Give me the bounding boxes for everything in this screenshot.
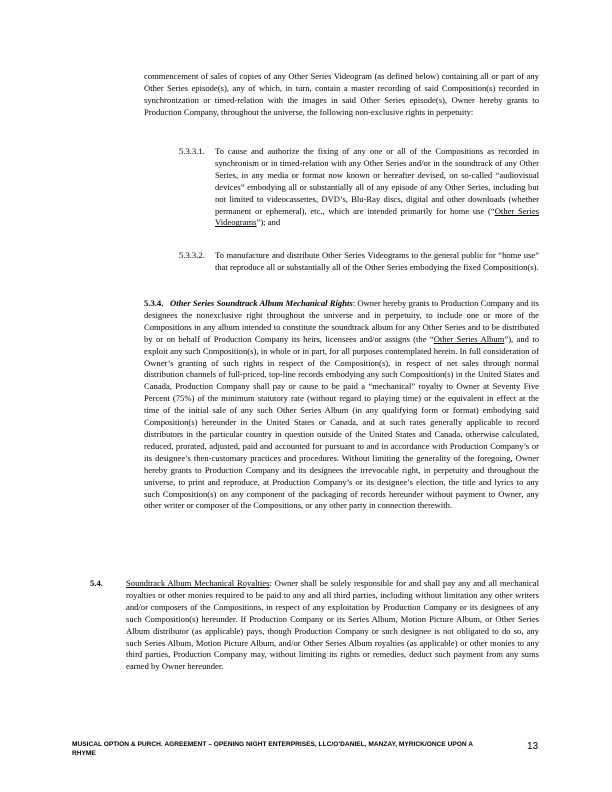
clause-number: 5.3.3.2. [179,250,205,260]
section-heading: Soundtrack Album Mechanical Royalties [126,578,270,588]
clause-tail: ”); and [256,217,281,228]
clause-5-3-3-1 [179,146,539,256]
clause-text: To manufacture and distribute Other Series Videograms to the general public for “home use” that reproduce all or substantially all of the Other Series embodying the fixed Composition(s). [215,250,539,272]
section-5-3-4 [144,298,539,512]
clause-body: To cause and authorize the fixing of any one or all of the Compositions as recorded in synchronism or in timed-relation with any Other Series and/or in the soundtrack of any Other Series, in any media or format now known or hereafter devised, on so-called “audiovisual devices” embodying all or substantially all of any episode of any Other Series, including but not limited to videocassettes, DVD’s, Blu-Ray discs, digital and other downloads (whether permanent or ephemeral), etc., which are intended primarily for home use (“ [215,146,539,216]
section-heading: Other Series Soundtrack Album Mechanical Rights [170,298,353,308]
section-text-1: : Owner hereby grants to Production Company and its designees the nonexclusive right throughout the universe and in perpetuity, to include one or more of the Compositions in any album intended to constitute the soundtrack album for any Other Series and to be distributed by or on behalf of Production Company its heirs, licensees and/or assigns (the “ [144,298,539,344]
section-number: 5.4. [90,578,103,588]
clause-5-3-3-2 [179,250,539,290]
page-number: 13 [527,741,539,752]
section-text-2: ”), and to exploit any such Composition(s), in whole or in part, for all purposes contemplated herein. In full consideration of Owner’s granting of such rights in respect of the Composition(s), in respect of net sales through normal distribution channels of full-priced, top-line records embodying any such Composition(s) in the United States and Canada, Production Company shall pay or cause to be paid a “mechanical” royalty to Owner at Seventy Five Percent (75%) of the minimum statutory rate (without regard to playing time) or the equivalent in effect at the time of the initial sale of any such Other Series Album (in any qualifying form or format) embodying said Composition(s) hereunder in the United States or Canada, and at such rates generally applicable to record distributors in the particular country in question outside of the United States and Canada, otherwise calculated, reduced, prorated, adjusted, paid and accounted for pursuant to and in accordance with Production Company’s or its designee’s then-customary practices and procedures. Without limiting the generality of the foregoing, Owner hereby grants to Production Company and its designees the irrevocable right, in perpetuity and throughout the universe, to print and reproduce, at Production Company’s or its designee’s election, the title and lyrics to any such Composition(s) on any component of the packaging of records hereunder without payment to Owner, any other writer or composer of the Compositions, or any other party in connection therewith. [144,333,540,511]
section-text [126,578,539,673]
section-body: : Owner shall be solely responsible for and shall pay any and all mechanical royalties or other monies required to be paid to any and all third parties, including without limitation any other writers and/or composers of the Compositions, in respect of any exploitation by Production Company or its designees of any such Composition(s) hereunder. If Production Company or its Series Album, Motion Picture Album, or Other Series Album distributor (as applicable) pays, though Production Company or such designee is not obligated to do so, any such Series Album, Motion Picture Album, and/or Other Series Album royalties (as applicable) or other monies to any third parties, Production Company may, without limiting its rights or remedies, deduct such payment from any sums earned by Owner hereunder. [126,578,540,672]
defined-term: Other Series Album [433,333,505,344]
section-number: 5.3.4. [144,298,164,308]
clause-text [215,146,539,229]
paragraph-intro: commencement of sales of copies of any Other Series Videogram (as defined below) containing all or part of any Other Series episode(s), any of which, in turn, contain a master recording of said Composition(s) recorded in synchronization or timed-relation with the images in said Other Series episode(s), Owner hereby grants to Production Company, throughout the universe, the following non-exclusive rights in perpetuity: [144,71,539,117]
document-footer: MUSICAL OPTION & PURCH. AGREEMENT – OPENING NIGHT ENTERPRISES, LLC/O’DANIEL, MANZAY, MYRICK/ONCE UPON A RHYME [72,741,473,757]
clause-number: 5.3.3.1. [179,146,205,156]
defined-term: Other Series Videograms [215,205,540,228]
